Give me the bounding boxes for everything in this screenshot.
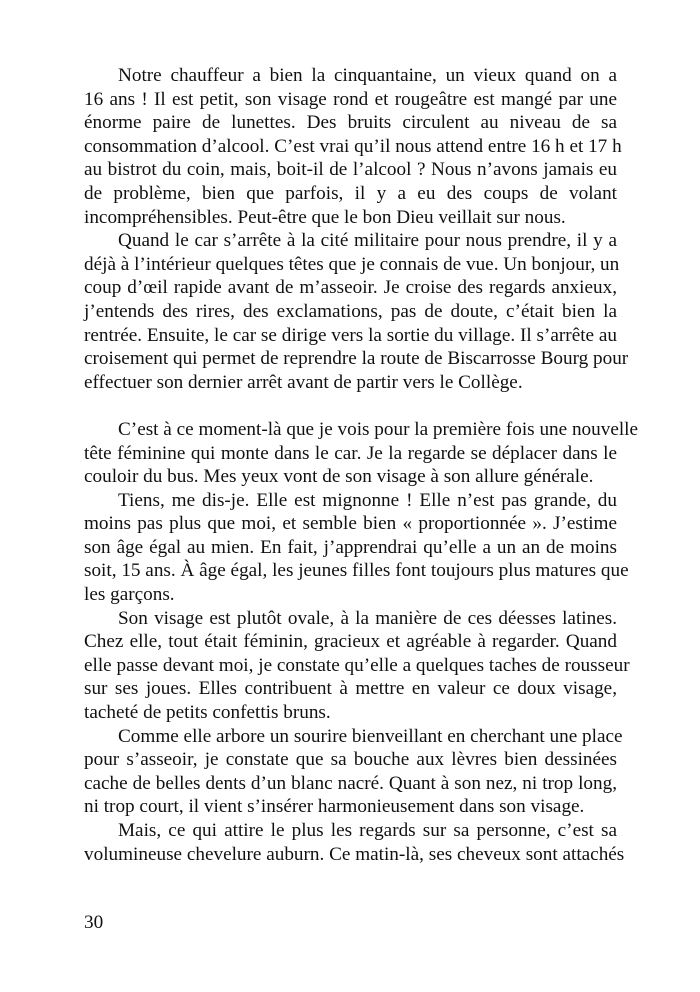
paragraph (84, 819, 625, 866)
text-line: son âge égal au mien. En fait, j’apprendrai qu’elle a un an de moins (84, 536, 617, 558)
text-line: elle passe devant moi, je constate qu’elle a quelques taches de rousseur (84, 654, 630, 676)
paragraph (84, 725, 623, 819)
text-line: Son visage est plutôt ovale, à la manière de ces déesses latines. (118, 607, 617, 629)
text-line: Comme elle arbore un sourire bienveillant en cherchant une place (118, 725, 623, 747)
text-line: au bistrot du coin, mais, boit-il de l’alcool ? Nous n’avons jamais eu (84, 159, 617, 181)
text-line: déjà à l’intérieur quelques têtes que je connais de vue. Un bonjour, un (84, 253, 620, 275)
text-line: rentrée. Ensuite, le car se dirige vers la sortie du village. Il s’arrête au (84, 324, 617, 346)
text-line: j’entends des rires, des exclamations, pas de doute, c’était bien la (84, 300, 617, 322)
text-line: Mais, ce qui attire le plus les regards sur sa personne, c’est sa (118, 820, 617, 841)
text-line: croisement qui permet de reprendre la route de Biscarrosse Bourg pour (84, 348, 629, 370)
text-line: incompréhensibles. Peut-être que le bon Dieu veillait sur nous. (84, 206, 566, 228)
text-line: énorme paire de lunettes. Des bruits circulent au niveau de sa (84, 112, 617, 134)
text-line: Quand le car s’arrête à la cité militaire pour nous prendre, il y a (118, 230, 617, 252)
text-line: tête féminine qui monte dans le car. Je la regarde se déplacer dans le (84, 442, 617, 464)
text-line: pour s’asseoir, je constate que sa bouche aux lèvres bien dessinées (84, 749, 617, 771)
text-line: couloir du bus. Mes yeux vont de son visage à son allure générale. (84, 466, 594, 488)
text-line: soit, 15 ans. À âge égal, les jeunes filles font toujours plus matures que (84, 560, 629, 582)
paragraph (84, 64, 622, 229)
text-line: coup d’œil rapide avant de m’asseoir. Je croise des regards anxieux, (84, 277, 617, 299)
text-line: sur ses joues. Elles contribuent à mettre en valeur ce doux visage, (84, 678, 617, 700)
text-line: cache de belles dents d’un blanc nacré. Quant à son nez, ni trop long, (84, 772, 617, 794)
text-line: ni trop court, il vient s’insérer harmonieusement dans son visage. (84, 796, 585, 818)
section-break (84, 394, 617, 418)
text-line: effectuer son dernier arrêt avant de partir vers le Collège. (84, 371, 523, 393)
paragraph (84, 607, 630, 725)
paragraph (84, 229, 629, 394)
text-line: les garçons. (84, 584, 175, 606)
paragraph (84, 418, 639, 489)
text-line: Chez elle, tout était féminin, gracieux et agréable à regarder. Quand (84, 631, 617, 653)
paragraph (84, 489, 629, 607)
page-number: 30 (84, 912, 104, 933)
page-body (84, 64, 639, 866)
text-line: Tiens, me dis-je. Elle est mignonne ! Elle n’est pas grande, du (118, 489, 617, 511)
text-line: tacheté de petits confettis bruns. (84, 702, 331, 724)
text-line: moins pas plus que moi, et semble bien « proportionnée ». J’estime (84, 513, 617, 535)
text-line: volumineuse chevelure auburn. Ce matin-là, ses cheveux sont attachés (84, 843, 625, 865)
text-line: consommation d’alcool. C’est vrai qu’il nous attend entre 16 h et 17 h (84, 135, 622, 157)
text-line: 16 ans ! Il est petit, son visage rond et rougeâtre est mangé par une (84, 88, 617, 110)
text-line: Notre chauffeur a bien la cinquantaine, un vieux quand on a (118, 65, 617, 86)
text-line: C’est à ce moment-là que je vois pour la première fois une nouvelle (118, 418, 639, 440)
text-line: de problème, bien que parfois, il y a eu des coups de volant (84, 182, 617, 204)
